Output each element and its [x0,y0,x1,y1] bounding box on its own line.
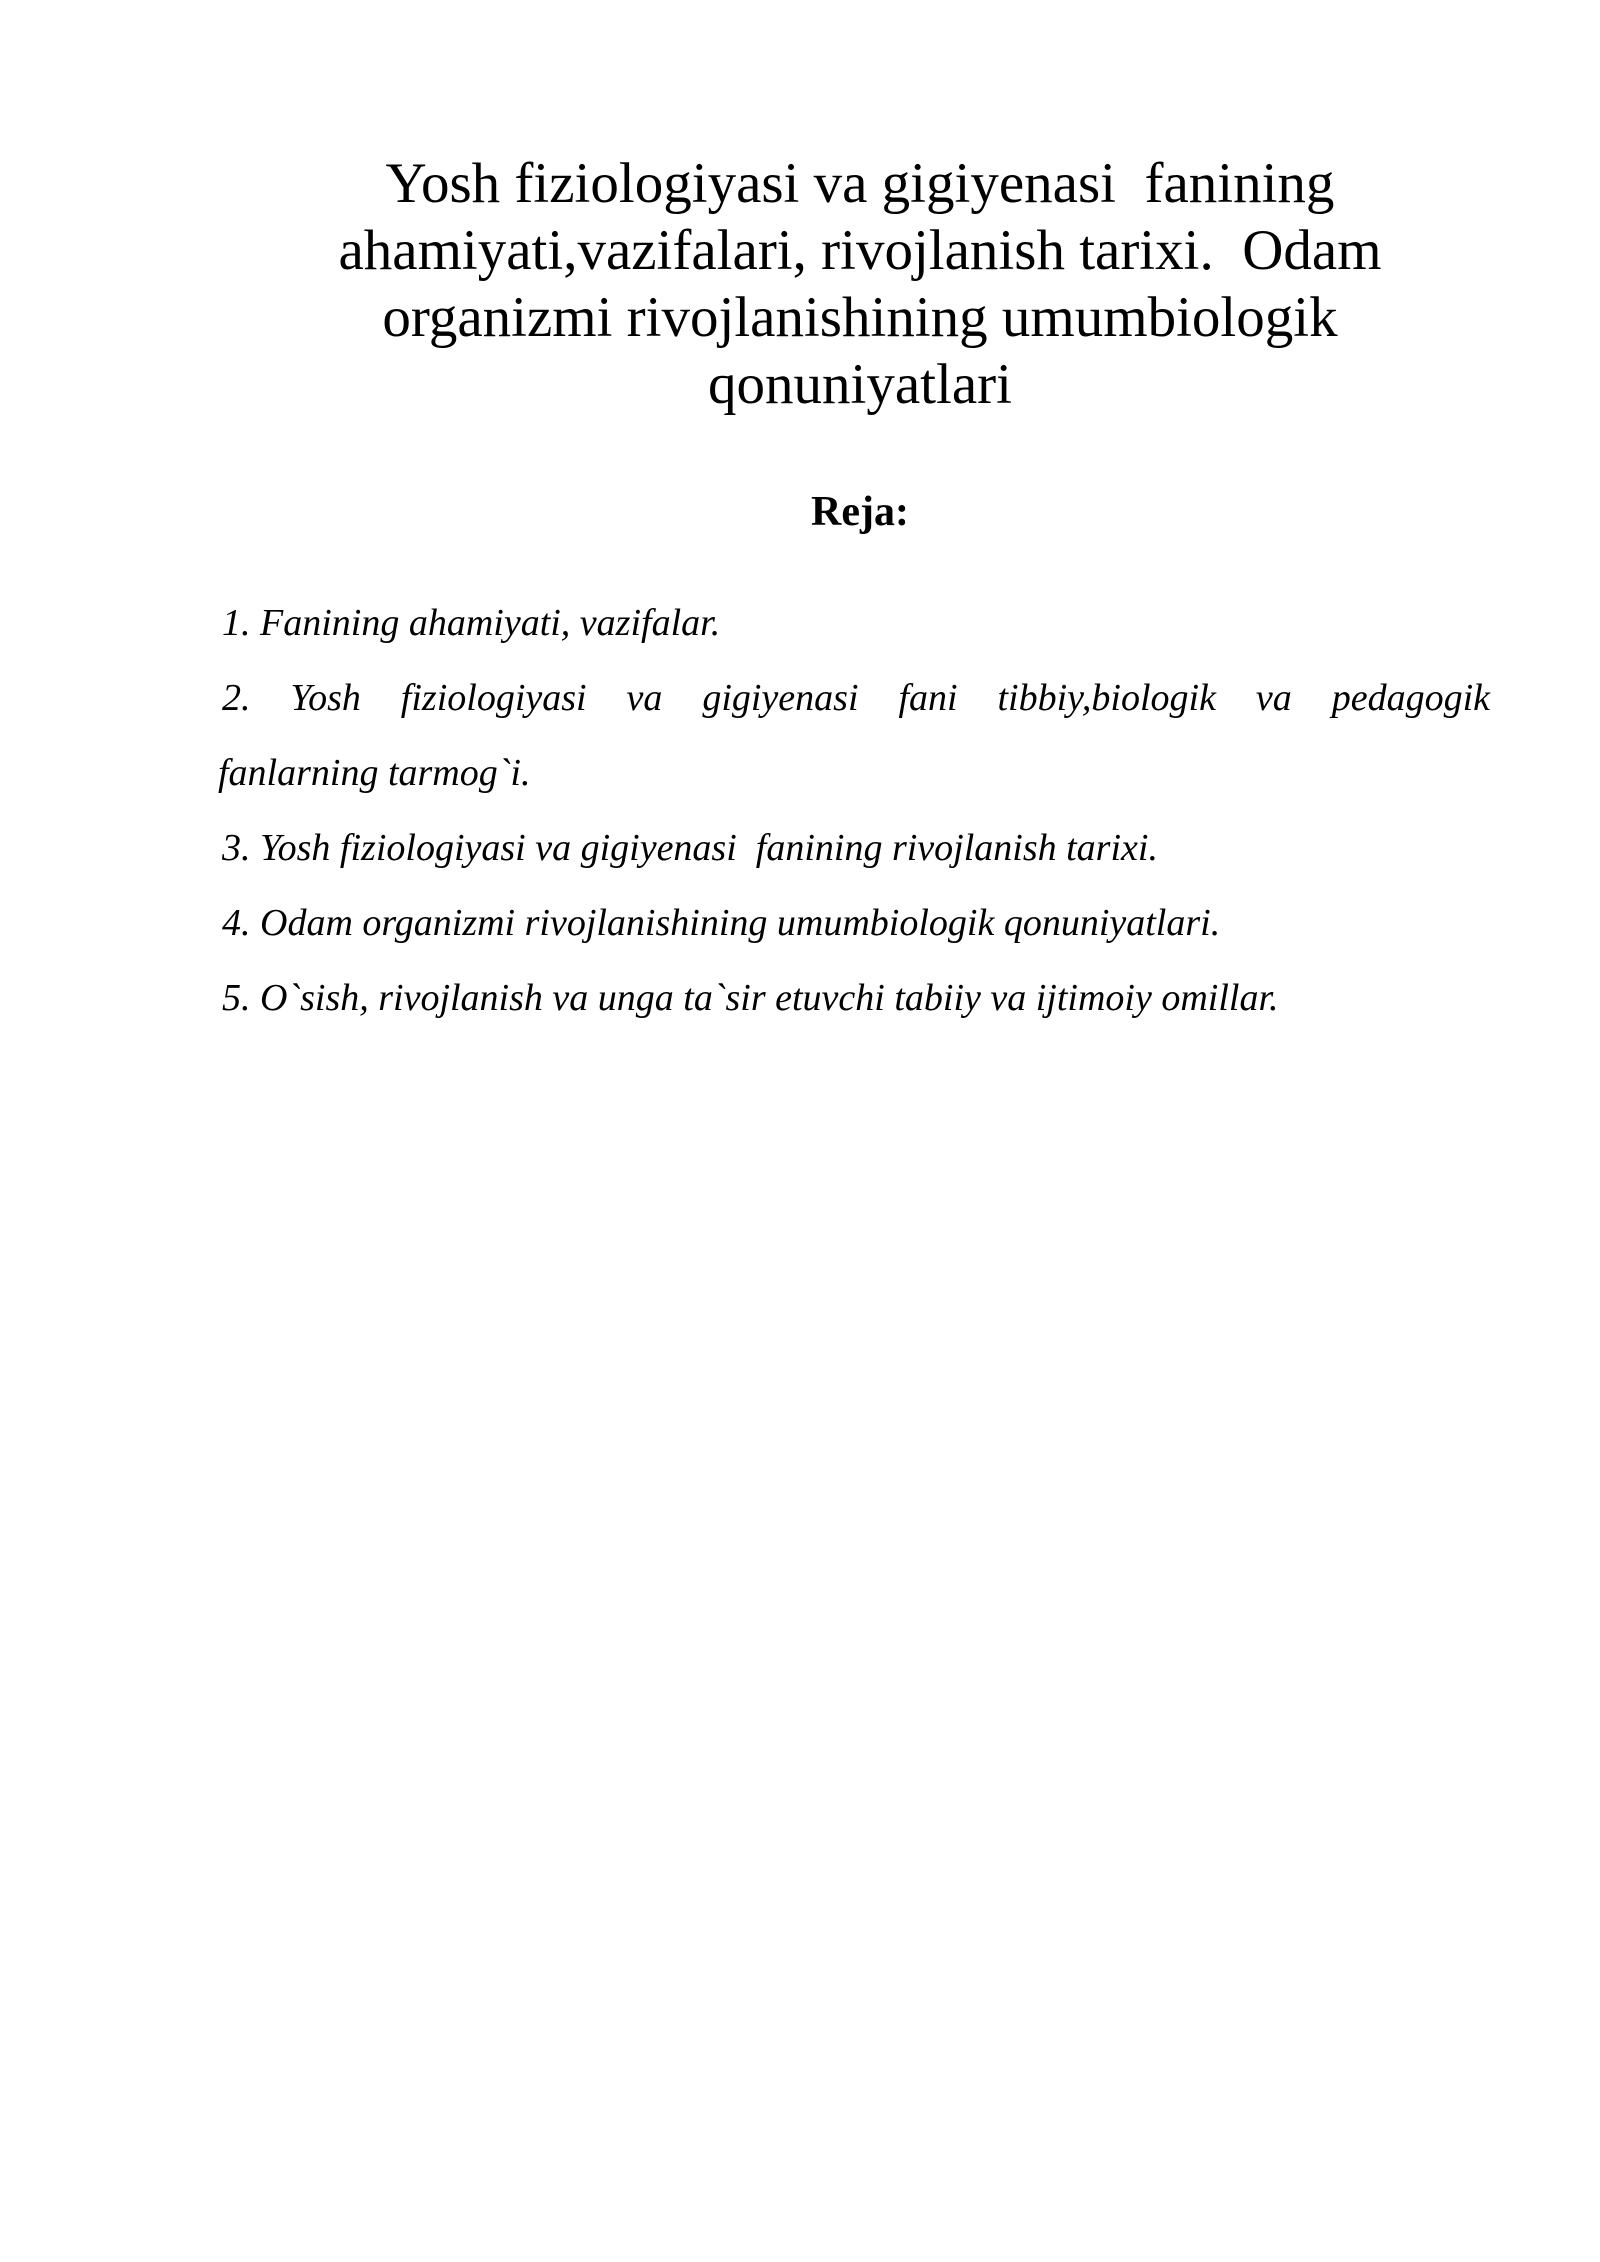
title-line: ahamiyati,vazifalari, rivojlanish tarixi. Odam [338,219,1382,282]
plan-list [218,586,1490,1036]
title-line: qonuniyatlari [708,353,1012,416]
title-line: Yosh fiziologiyasi va gigiyenasi fanining [385,152,1335,215]
plan-item: 1. Fanining ahamiyati, vazifalar. [222,602,721,644]
plan-item: 3. Yosh fiziologiyasi va gigiyenasi fanining rivojlanish tarixi. [222,827,1158,869]
document-title [300,150,1420,418]
plan-heading: Reja: [811,489,909,535]
plan-item: 2. Yosh fiziologiyasi va gigiyenasi fani tibbiy,biologik va pedagogik [222,677,1490,719]
plan-item: 4. Odam organizmi rivojlanishining umumbiologik qonuniyatlari. [222,902,1221,944]
plan-item: 5. O`sish, rivojlanish va unga ta`sir etuvchi tabiiy va ijtimoiy omillar. [222,977,1279,1019]
plan-item-continuation: fanlarning tarmog`i. [218,752,531,794]
title-line: organizmi rivojlanishining umumbiologik [382,286,1338,349]
